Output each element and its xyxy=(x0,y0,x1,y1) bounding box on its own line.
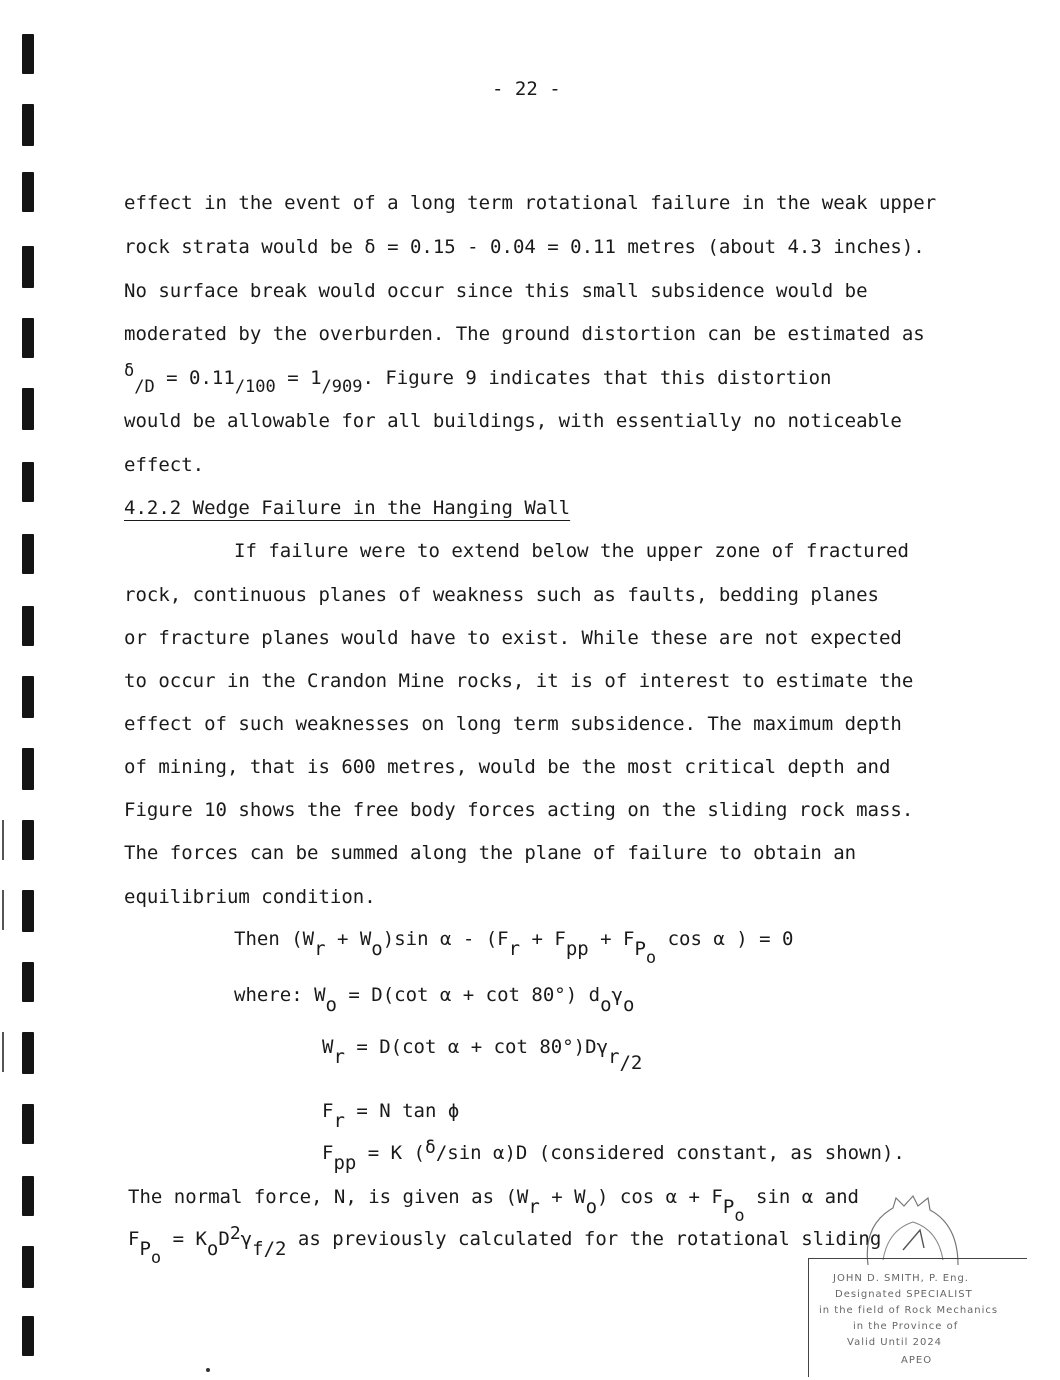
text-line: effect of such weaknesses on long term subsidence. The maximum depth xyxy=(124,713,902,735)
wr-equation: Wr = D(cot α + cot 80°)Dγr/2 xyxy=(322,1036,643,1074)
equilibrium-equation: Then (Wr + Wo)sin α - (Fr + Fpp + FPo cos α ) = 0 xyxy=(234,928,794,968)
section-heading: 4.2.2 Wedge Failure in the Hanging Wall xyxy=(124,497,571,519)
stamp-text: Valid Until 2024 xyxy=(847,1337,943,1348)
fr-equation: Fr = N tan ϕ xyxy=(322,1100,460,1132)
text-line: moderated by the overburden. The ground distortion can be estimated as xyxy=(124,323,925,345)
text-line: rock strata would be δ = 0.15 - 0.04 = 0.11 metres (about 4.3 inches). xyxy=(124,236,925,258)
text-line: equilibrium condition. xyxy=(124,886,376,908)
text-line: rock, continuous planes of weakness such as faults, bedding planes xyxy=(124,584,879,606)
text-line: effect. xyxy=(124,454,205,476)
professional-stamp xyxy=(808,1258,1027,1377)
distortion-equation-line: δ/D = 0.11/100 = 1/909. Figure 9 indicates that this distortion xyxy=(124,361,832,397)
text-line: No surface break would occur since this small subsidence would be xyxy=(124,280,868,302)
text-line: The forces can be summed along the plane of failure to obtain an xyxy=(124,842,857,864)
stamp-text: in the field of Rock Mechanics xyxy=(819,1305,999,1316)
fpp-equation: Fpp = K (δ/sin α)D (considered constant, as shown). xyxy=(322,1137,905,1174)
wo-equation: where: Wo = D(cot α + cot 80°) doγo xyxy=(234,984,635,1016)
text-line: effect in the event of a long term rotational failure in the weak upper xyxy=(124,192,937,214)
text-line: or fracture planes would have to exist. While these are not expected xyxy=(124,627,902,649)
stamp-text: APEO xyxy=(901,1355,933,1366)
stamp-text: JOHN D. SMITH, P. Eng. xyxy=(833,1273,969,1284)
text-line: Figure 10 shows the free body forces acting on the sliding rock mass. xyxy=(124,799,914,821)
stamp-text: Designated SPECIALIST xyxy=(835,1289,973,1300)
text-line: FPo = KoD2γf/2 as previously calculated for the rotational sliding xyxy=(128,1223,882,1268)
text-line: If failure were to extend below the upper zone of fractured xyxy=(234,540,909,562)
text-line: would be allowable for all buildings, with essentially no noticeable xyxy=(124,410,902,432)
page-number: - 22 - xyxy=(492,78,561,100)
stamp-text: in the Province of xyxy=(853,1321,959,1332)
speck xyxy=(206,1368,210,1372)
text-line: to occur in the Crandon Mine rocks, it is of interest to estimate the xyxy=(124,670,914,692)
text-line: of mining, that is 600 metres, would be the most critical depth and xyxy=(124,756,891,778)
text-line: The normal force, N, is given as (Wr + Wo) cos α + FPo sin α and xyxy=(128,1186,859,1226)
